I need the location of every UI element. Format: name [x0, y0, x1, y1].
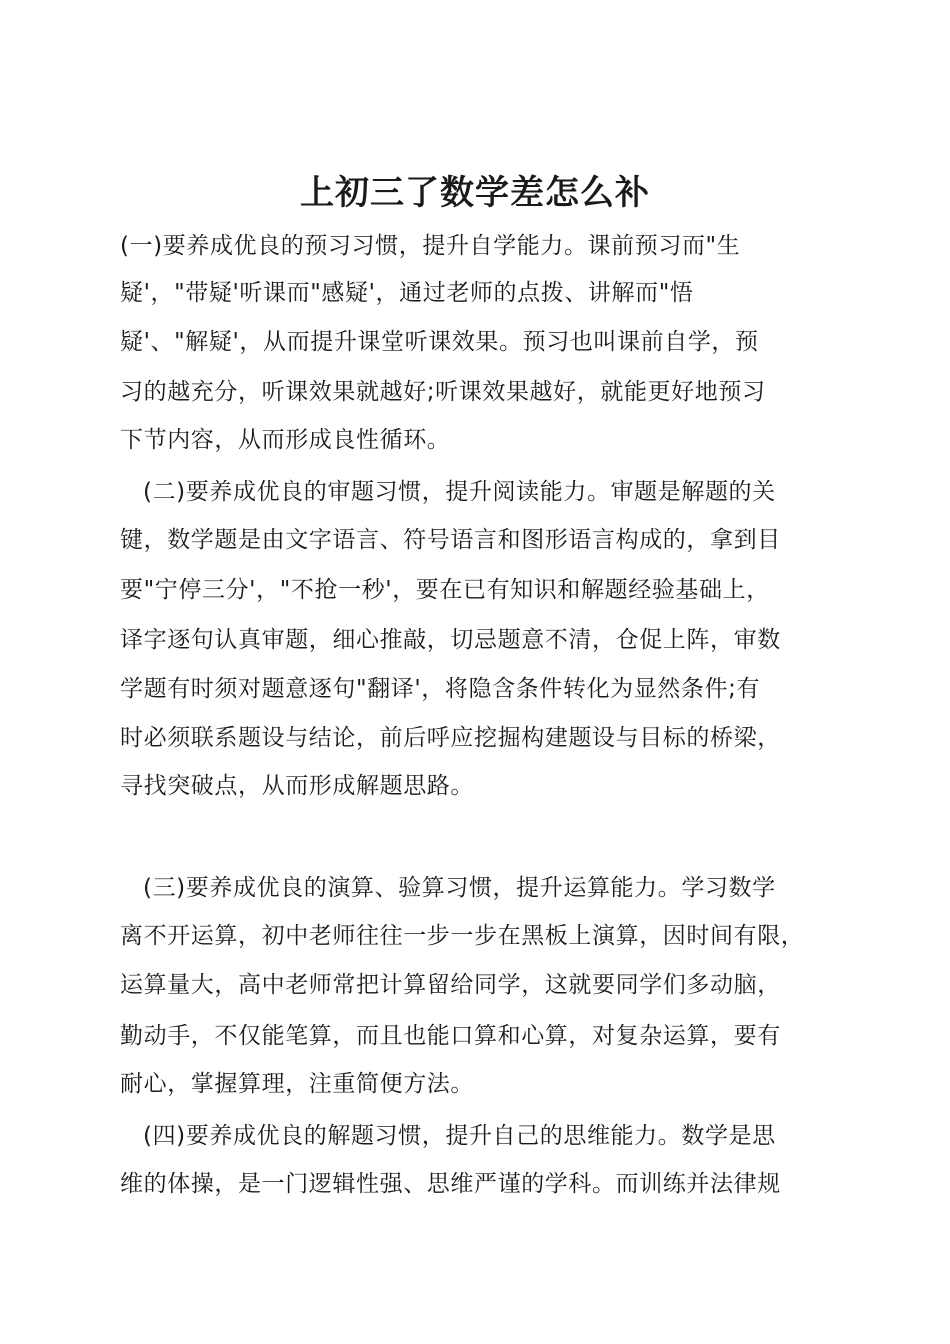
paragraph-2-line-2: 键，数学题是由文字语言、符号语言和图形语言构成的，拿到目 — [120, 527, 781, 553]
paragraph-3-line-4: 勤动手，不仅能笔算，而且也能口算和心算，对复杂运算，要有 — [120, 1023, 781, 1049]
document-title: 上初三了数学差怎么补 — [300, 172, 650, 213]
paragraph-1-line-4: 习的越充分，听课效果就越好;听课效果越好，就能更好地预习 — [120, 379, 766, 405]
paragraph-1-line-2: 疑'，"带疑'听课而"感疑'，通过老师的点拨、讲解而"悟 — [120, 280, 694, 306]
paragraph-2-line-4: 译字逐句认真审题，细心推敲，切忌题意不清，仓促上阵，审数 — [120, 627, 781, 653]
paragraph-3-line-3: 运算量大，高中老师常把计算留给同学，这就要同学们多动脑， — [120, 972, 781, 998]
paragraph-2-line-7: 寻找突破点，从而形成解题思路。 — [120, 773, 474, 799]
paragraph-4-line-2: 维的体操，是一门逻辑性强、思维严谨的学科。而训练并法律规 — [120, 1171, 781, 1197]
paragraph-3-line-5: 耐心，掌握算理，注重简便方法。 — [120, 1071, 474, 1097]
paragraph-1-line-1: (一)要养成优良的预习习惯，提升自学能力。课前预习而"生 — [120, 233, 741, 259]
paragraph-4-line-1: (四)要养成优良的解题习惯，提升自己的思维能力。数学是思 — [143, 1123, 776, 1149]
paragraph-2-line-3: 要"宁停三分'，"不抢一秒'，要在已有知识和解题经验基础上， — [120, 577, 770, 603]
paragraph-3-line-1: (三)要养成优良的演算、验算习惯，提升运算能力。学习数学 — [143, 875, 776, 901]
paragraph-1-line-3: 疑'、"解疑'，从而提升课堂听课效果。预习也叫课前自学，预 — [120, 329, 759, 355]
paragraph-2-line-1: (二)要养成优良的审题习惯，提升阅读能力。审题是解题的关 — [143, 479, 776, 505]
paragraph-2-line-6: 时必须联系题设与结论，前后呼应挖掘构建题设与目标的桥梁， — [120, 725, 781, 751]
paragraph-1-line-5: 下节内容，从而形成良性循环。 — [120, 427, 451, 453]
paragraph-3-line-2: 离不开运算，初中老师往往一步一步在黑板上演算，因时间有限， — [120, 923, 805, 949]
paragraph-2-line-5: 学题有时须对题意逐句"翻译'，将隐含条件转化为显然条件;有 — [120, 676, 761, 702]
